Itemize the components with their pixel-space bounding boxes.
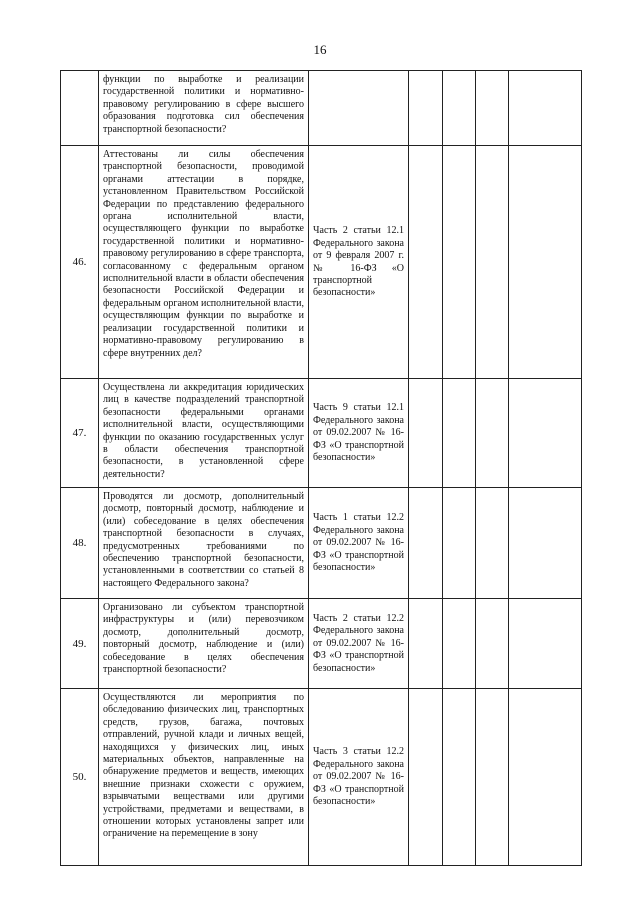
answer-yes-cell	[409, 71, 443, 146]
question-cell	[99, 379, 309, 488]
notes-cell	[509, 71, 582, 146]
question-cell	[99, 599, 309, 689]
answer-yes-cell	[409, 488, 443, 599]
answer-na-cell	[476, 599, 509, 689]
row-number: 49.	[61, 599, 99, 689]
legal-reference-text: Часть 1 статьи 12.2 Федерального закона от 09.02.2007 № 16-ФЗ «О транспортной безопасности»	[313, 512, 404, 574]
question-text: Осуществляются ли мероприятия по обследованию физических лиц, транспортных средств, грузов, багажа, почтовых отправлений, ручной клади и личных вещей, находящихся у физических лиц, иных материальных объектов, направленные на обнаружение предметов и веществ, имеющих внешние признаки схожести с оружием, взрывчатыми веществами или другими устройствами, предметами и веществами, в отношении которых установлены запрет или ограничение на перемещение в зону	[103, 692, 304, 840]
legal-reference-cell	[309, 599, 409, 689]
legal-reference-text: Часть 3 статьи 12.2 Федерального закона от 09.02.2007 № 16-ФЗ «О транспортной безопасности»	[313, 746, 404, 808]
row-number: 50.	[61, 689, 99, 866]
question-cell	[99, 689, 309, 866]
legal-reference-cell	[309, 488, 409, 599]
row-number: 47.	[61, 379, 99, 488]
notes-cell	[509, 488, 582, 599]
answer-na-cell	[476, 146, 509, 379]
answer-na-cell	[476, 689, 509, 866]
answer-yes-cell	[409, 146, 443, 379]
row-number	[61, 71, 99, 146]
answer-na-cell	[476, 488, 509, 599]
notes-cell	[509, 146, 582, 379]
legal-reference-cell	[309, 71, 409, 146]
question-text: функции по выработке и реализации государственной политики и нормативно-правовому регулированию в сфере высшего образования подготовка сил обеспечения транспортной безопасности?	[103, 74, 304, 135]
question-text: Аттестованы ли силы обеспечения транспортной безопасности, проводимой органами аттестации в порядке, установленном Правительством Российской Федерации по представлению федерального органа исполнительной власти, осуществляющего функции по выработке государственной политики и нормативно-правовому регулированию в сфере транспорта, согласованному с федеральным органом исполнительной власти в области обеспечения безопасности Российской Федерации и федеральным органом исполнительной власти, осуществляющим функции по выработке и реализации государственной политики и нормативно-правовому регулированию в сфере внутренних дел?	[103, 149, 304, 359]
answer-no-cell	[443, 379, 476, 488]
question-cell	[99, 71, 309, 146]
legal-reference-cell	[309, 146, 409, 379]
table-row	[61, 689, 582, 866]
page-number: 16	[313, 42, 327, 57]
question-text: Проводятся ли досмотр, дополнительный досмотр, повторный досмотр, наблюдение и (или) собеседование в целях обеспечения транспортной безопасности в случаях, предусмотренных требованиями по обеспечению транспортной безопасности, установленными в соответствии со статьей 8 настоящего Федерального закона?	[103, 491, 304, 589]
table-row	[61, 146, 582, 379]
legal-reference-cell	[309, 379, 409, 488]
legal-reference-cell	[309, 689, 409, 866]
row-number: 48.	[61, 488, 99, 599]
question-text: Организовано ли субъектом транспортной инфраструктуры и (или) перевозчиком досмотр, дополнительный досмотр, повторный досмотр, наблюдение и (или) собеседование в целях обеспечения транспортной безопасности?	[103, 602, 304, 676]
answer-no-cell	[443, 71, 476, 146]
legal-reference-text: Часть 9 статьи 12.1 Федерального закона от 09.02.2007 № 16-ФЗ «О транспортной безопасности»	[313, 402, 404, 464]
answer-no-cell	[443, 689, 476, 866]
answer-na-cell	[476, 379, 509, 488]
answer-yes-cell	[409, 379, 443, 488]
question-cell	[99, 146, 309, 379]
notes-cell	[509, 379, 582, 488]
table-row	[61, 71, 582, 146]
checklist-table	[60, 70, 582, 866]
notes-cell	[509, 689, 582, 866]
answer-na-cell	[476, 71, 509, 146]
table-row	[61, 379, 582, 488]
answer-no-cell	[443, 146, 476, 379]
notes-cell	[509, 599, 582, 689]
row-number: 46.	[61, 146, 99, 379]
table-row	[61, 599, 582, 689]
answer-no-cell	[443, 599, 476, 689]
legal-reference-text: Часть 2 статьи 12.2 Федерального закона от 09.02.2007 № 16-ФЗ «О транспортной безопасности»	[313, 612, 404, 674]
table-row	[61, 488, 582, 599]
question-cell	[99, 488, 309, 599]
answer-no-cell	[443, 488, 476, 599]
answer-yes-cell	[409, 599, 443, 689]
legal-reference-text: Часть 2 статьи 12.1 Федерального закона от 9 февраля 2007 г. № 16-ФЗ «О транспортной безопасности»	[313, 225, 404, 299]
answer-yes-cell	[409, 689, 443, 866]
question-text: Осуществлена ли аккредитация юридических лиц в качестве подразделений транспортной безопасности федеральными органами исполнительной власти, осуществляющими функции по оказанию государственных услуг в области обеспечения транспортной безопасности, в установленной сфере деятельности?	[103, 382, 304, 480]
